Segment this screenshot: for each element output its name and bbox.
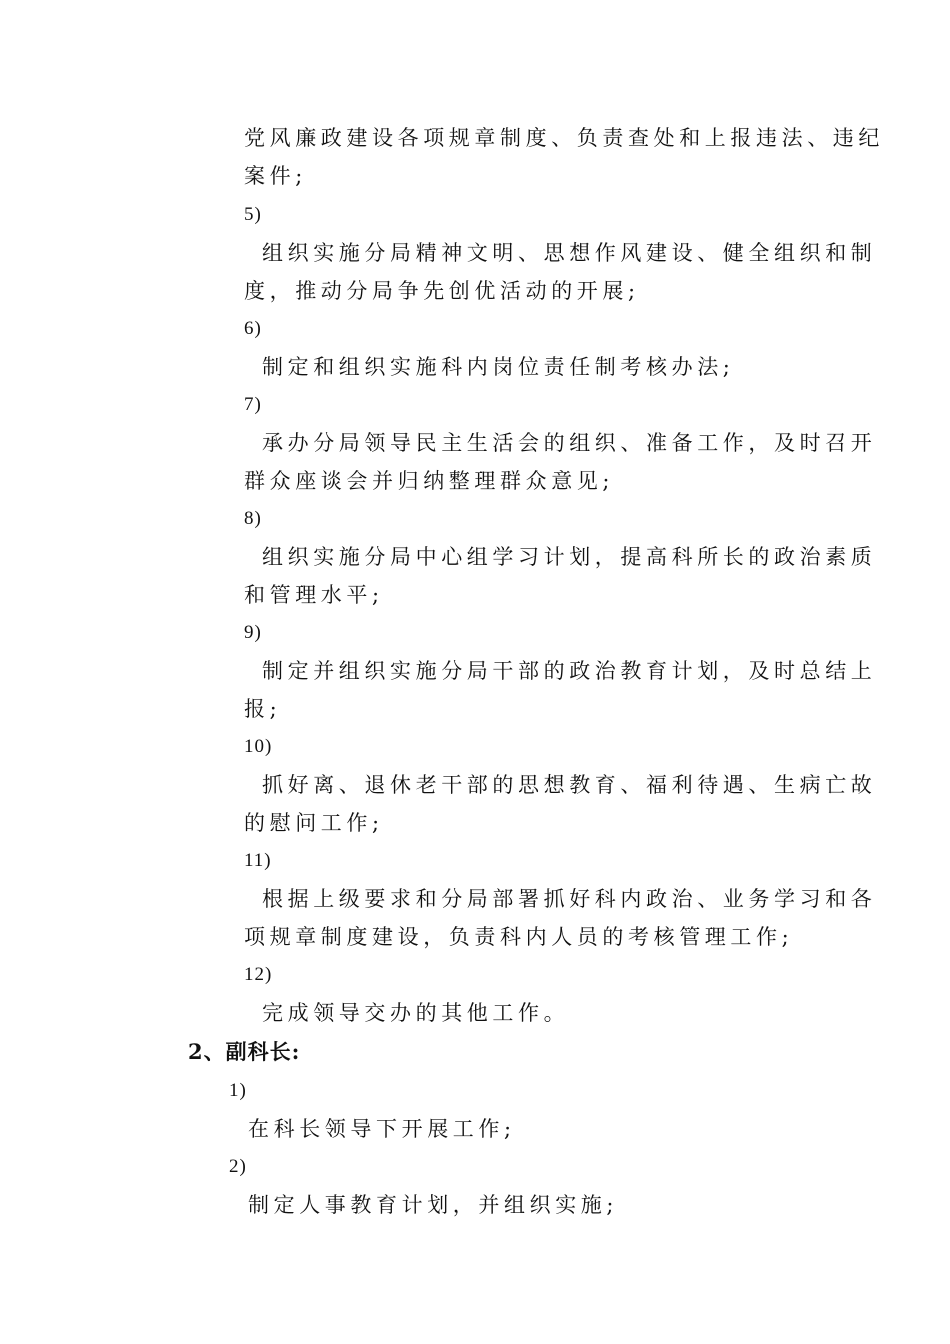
body-text-line: 制定人事教育计划，并组织实施; xyxy=(248,1193,619,1217)
item-number: 2) xyxy=(229,1156,247,1177)
body-text-line: 抓好离、退休老干部的思想教育、福利待遇、生病亡故 xyxy=(262,773,877,797)
item-number: 11) xyxy=(244,850,272,871)
body-text-line: 和管理水平; xyxy=(244,583,384,607)
body-text-line: 组织实施分局精神文明、思想作风建设、健全组织和制 xyxy=(262,241,877,265)
section-heading: 2、副科长: xyxy=(188,1039,301,1064)
body-text-line: 度，推动分局争先创优活动的开展; xyxy=(244,279,640,303)
body-text-line: 制定并组织实施分局干部的政治教育计划，及时总结上 xyxy=(262,659,877,683)
body-text-line: 的慰问工作; xyxy=(244,811,384,835)
body-text-line: 在科长领导下开展工作; xyxy=(248,1117,516,1141)
body-text-line: 案件; xyxy=(244,164,307,188)
item-number: 1) xyxy=(229,1080,247,1101)
item-number: 6) xyxy=(244,318,262,339)
body-text-line: 群众座谈会并归纳整理群众意见; xyxy=(244,469,615,493)
item-number: 5) xyxy=(244,204,262,225)
body-text-line: 组织实施分局中心组学习计划，提高科所长的政治素质 xyxy=(262,545,877,569)
body-text-line: 项规章制度建设，负责科内人员的考核管理工作; xyxy=(244,925,794,949)
item-number: 12) xyxy=(244,964,273,985)
item-number: 10) xyxy=(244,736,273,757)
body-text-line: 完成领导交办的其他工作。 xyxy=(262,1001,570,1025)
item-number: 9) xyxy=(244,622,262,643)
body-text-line: 承办分局领导民主生活会的组织、准备工作，及时召开 xyxy=(262,431,877,455)
body-text-line: 党风廉政建设各项规章制度、负责查处和上报违法、违纪 xyxy=(244,126,884,150)
body-text-line: 报; xyxy=(244,697,282,721)
item-number: 8) xyxy=(244,508,262,529)
body-text-line: 根据上级要求和分局部署抓好科内政治、业务学习和各 xyxy=(262,887,877,911)
item-number: 7) xyxy=(244,394,262,415)
body-text-line: 制定和组织实施科内岗位责任制考核办法; xyxy=(262,355,735,379)
